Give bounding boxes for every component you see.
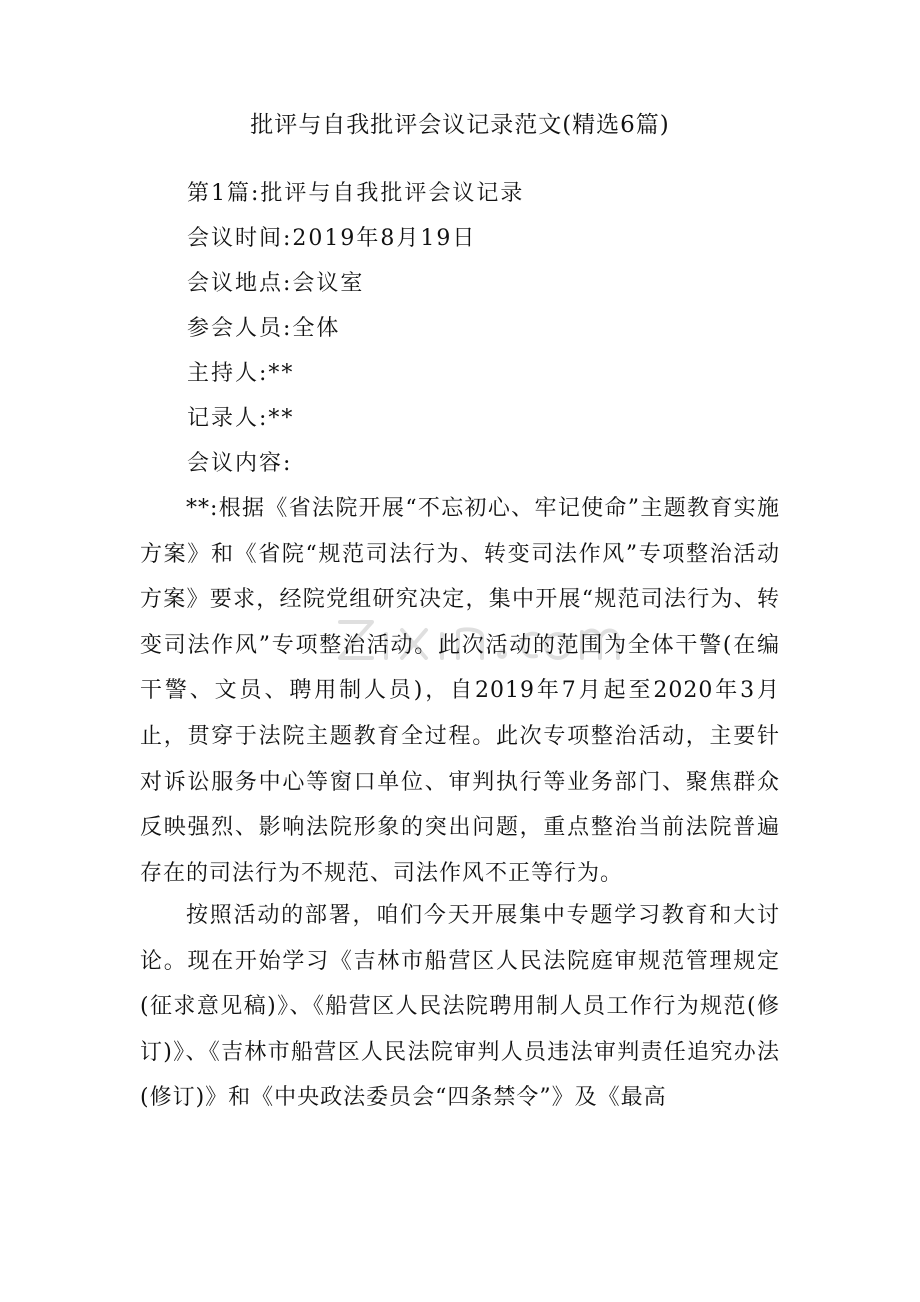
paragraph-2: 按照活动的部署，咱们今天开展集中专题学习教育和大讨论。现在开始学习《吉林市船营区人民法院庭审规范管理规定(征求意见稿)》、《船营区人民法院聘用制人员工作行为规范(修订)》、《吉林市船营区人民法院审判人员违法审判责任追究办法(修订)》和《中央政法委员会“四条禁令”》及《最高 <box>140 903 780 1111</box>
paragraph-1: **:根据《省法院开展“不忘初心、牢记使命”主题教育实施方案》和《省院“规范司法行为、转变司法作风”专项整治活动方案》要求，经院党组研究决定，集中开展“规范司法行为、转变司法作风”专项整治活动。此次活动的范围为全体干警(在编干警、文员、聘用制人员)，自2019年7月起至2020年3月止，贯穿于法院主题教育全过程。此次专项整治活动，主要针对诉讼服务中心等窗口单位、审判执行等业务部门、聚焦群众反映强烈、影响法院形象的突出问题，重点整治当前法院普遍存在的司法行为不规范、司法作风不正等行为。 <box>140 496 780 886</box>
host: 主持人:** <box>187 361 295 386</box>
recorder: 记录人:** <box>187 406 295 431</box>
meeting-time: 会议时间:2019年8月19日 <box>187 226 477 251</box>
document-title: 批评与自我批评会议记录范文(精选6篇) <box>250 112 670 138</box>
meeting-content-label: 会议内容: <box>187 451 293 476</box>
meeting-location: 会议地点:会议室 <box>187 271 365 296</box>
section-heading: 第1篇:批评与自我批评会议记录 <box>187 181 525 206</box>
attendees: 参会人员:全体 <box>187 316 341 341</box>
